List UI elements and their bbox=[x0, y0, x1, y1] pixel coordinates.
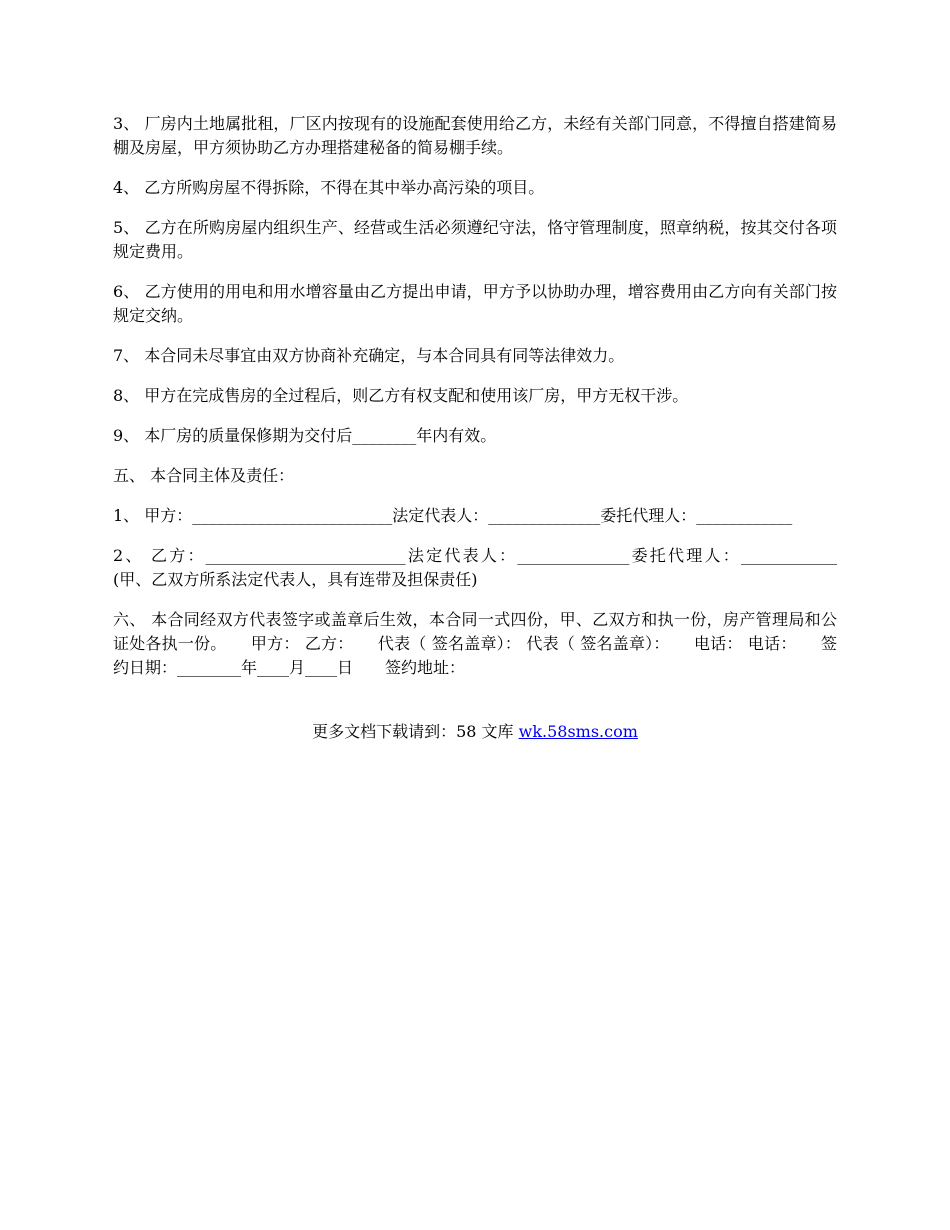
section-6-signatures: 六、 本合同经双方代表签字或盖章后生效，本合同一式四份，甲、乙双方和执一份，房产管理局和公证处各执一份。 甲方： 乙方： 代表（ 签名盖章）： 代表（ 签名盖章）： 电话： 电话： 签约日期：________年____月____日 签约地址： bbox=[113, 610, 837, 677]
clause-6: 6、 乙方使用的用电和用水增容量由乙方提出申请，甲方予以协助办理，增容费用由乙方向有关部门按规定交纳。 bbox=[113, 282, 837, 325]
clause-5: 5、 乙方在所购房屋内组织生产、经营或生活必须遵纪守法，恪守管理制度，照章纳税，按其交付各项规定费用。 bbox=[113, 218, 837, 261]
footer-link[interactable]: wk.58sms.com bbox=[518, 722, 638, 741]
download-footer bbox=[0, 720, 950, 744]
clause-8: 8、 甲方在完成售房的全过程后，则乙方有权支配和使用该厂房，甲方无权干涉。 bbox=[113, 386, 689, 405]
clause-9: 9、 本厂房的质量保修期为交付后________年内有效。 bbox=[113, 426, 497, 445]
clause-4: 4、 乙方所购房屋不得拆除，不得在其中举办高污染的项目。 bbox=[113, 178, 545, 197]
document-body bbox=[113, 112, 870, 696]
party-a-line: 1、 甲方：_________________________法定代表人：______________委托代理人：____________ bbox=[113, 506, 793, 525]
footer-text: 更多文档下载请到：58 文库 bbox=[312, 722, 519, 741]
clause-7: 7、 本合同未尽事宜由双方协商补充确定，与本合同具有同等法律效力。 bbox=[113, 346, 625, 365]
party-b-line: 2、 乙方：_________________________法定代表人：______________委托代理人：____________ (甲、乙双方所系法定代表人，具有连带及担保责任) bbox=[113, 546, 870, 589]
clause-3: 3、 厂房内土地属批租，厂区内按现有的设施配套使用给乙方，未经有关部门同意，不得擅自搭建简易棚及房屋，甲方须协助乙方办理搭建秘备的简易棚手续。 bbox=[113, 114, 837, 157]
section-5-heading: 五、 本合同主体及责任： bbox=[113, 466, 295, 485]
